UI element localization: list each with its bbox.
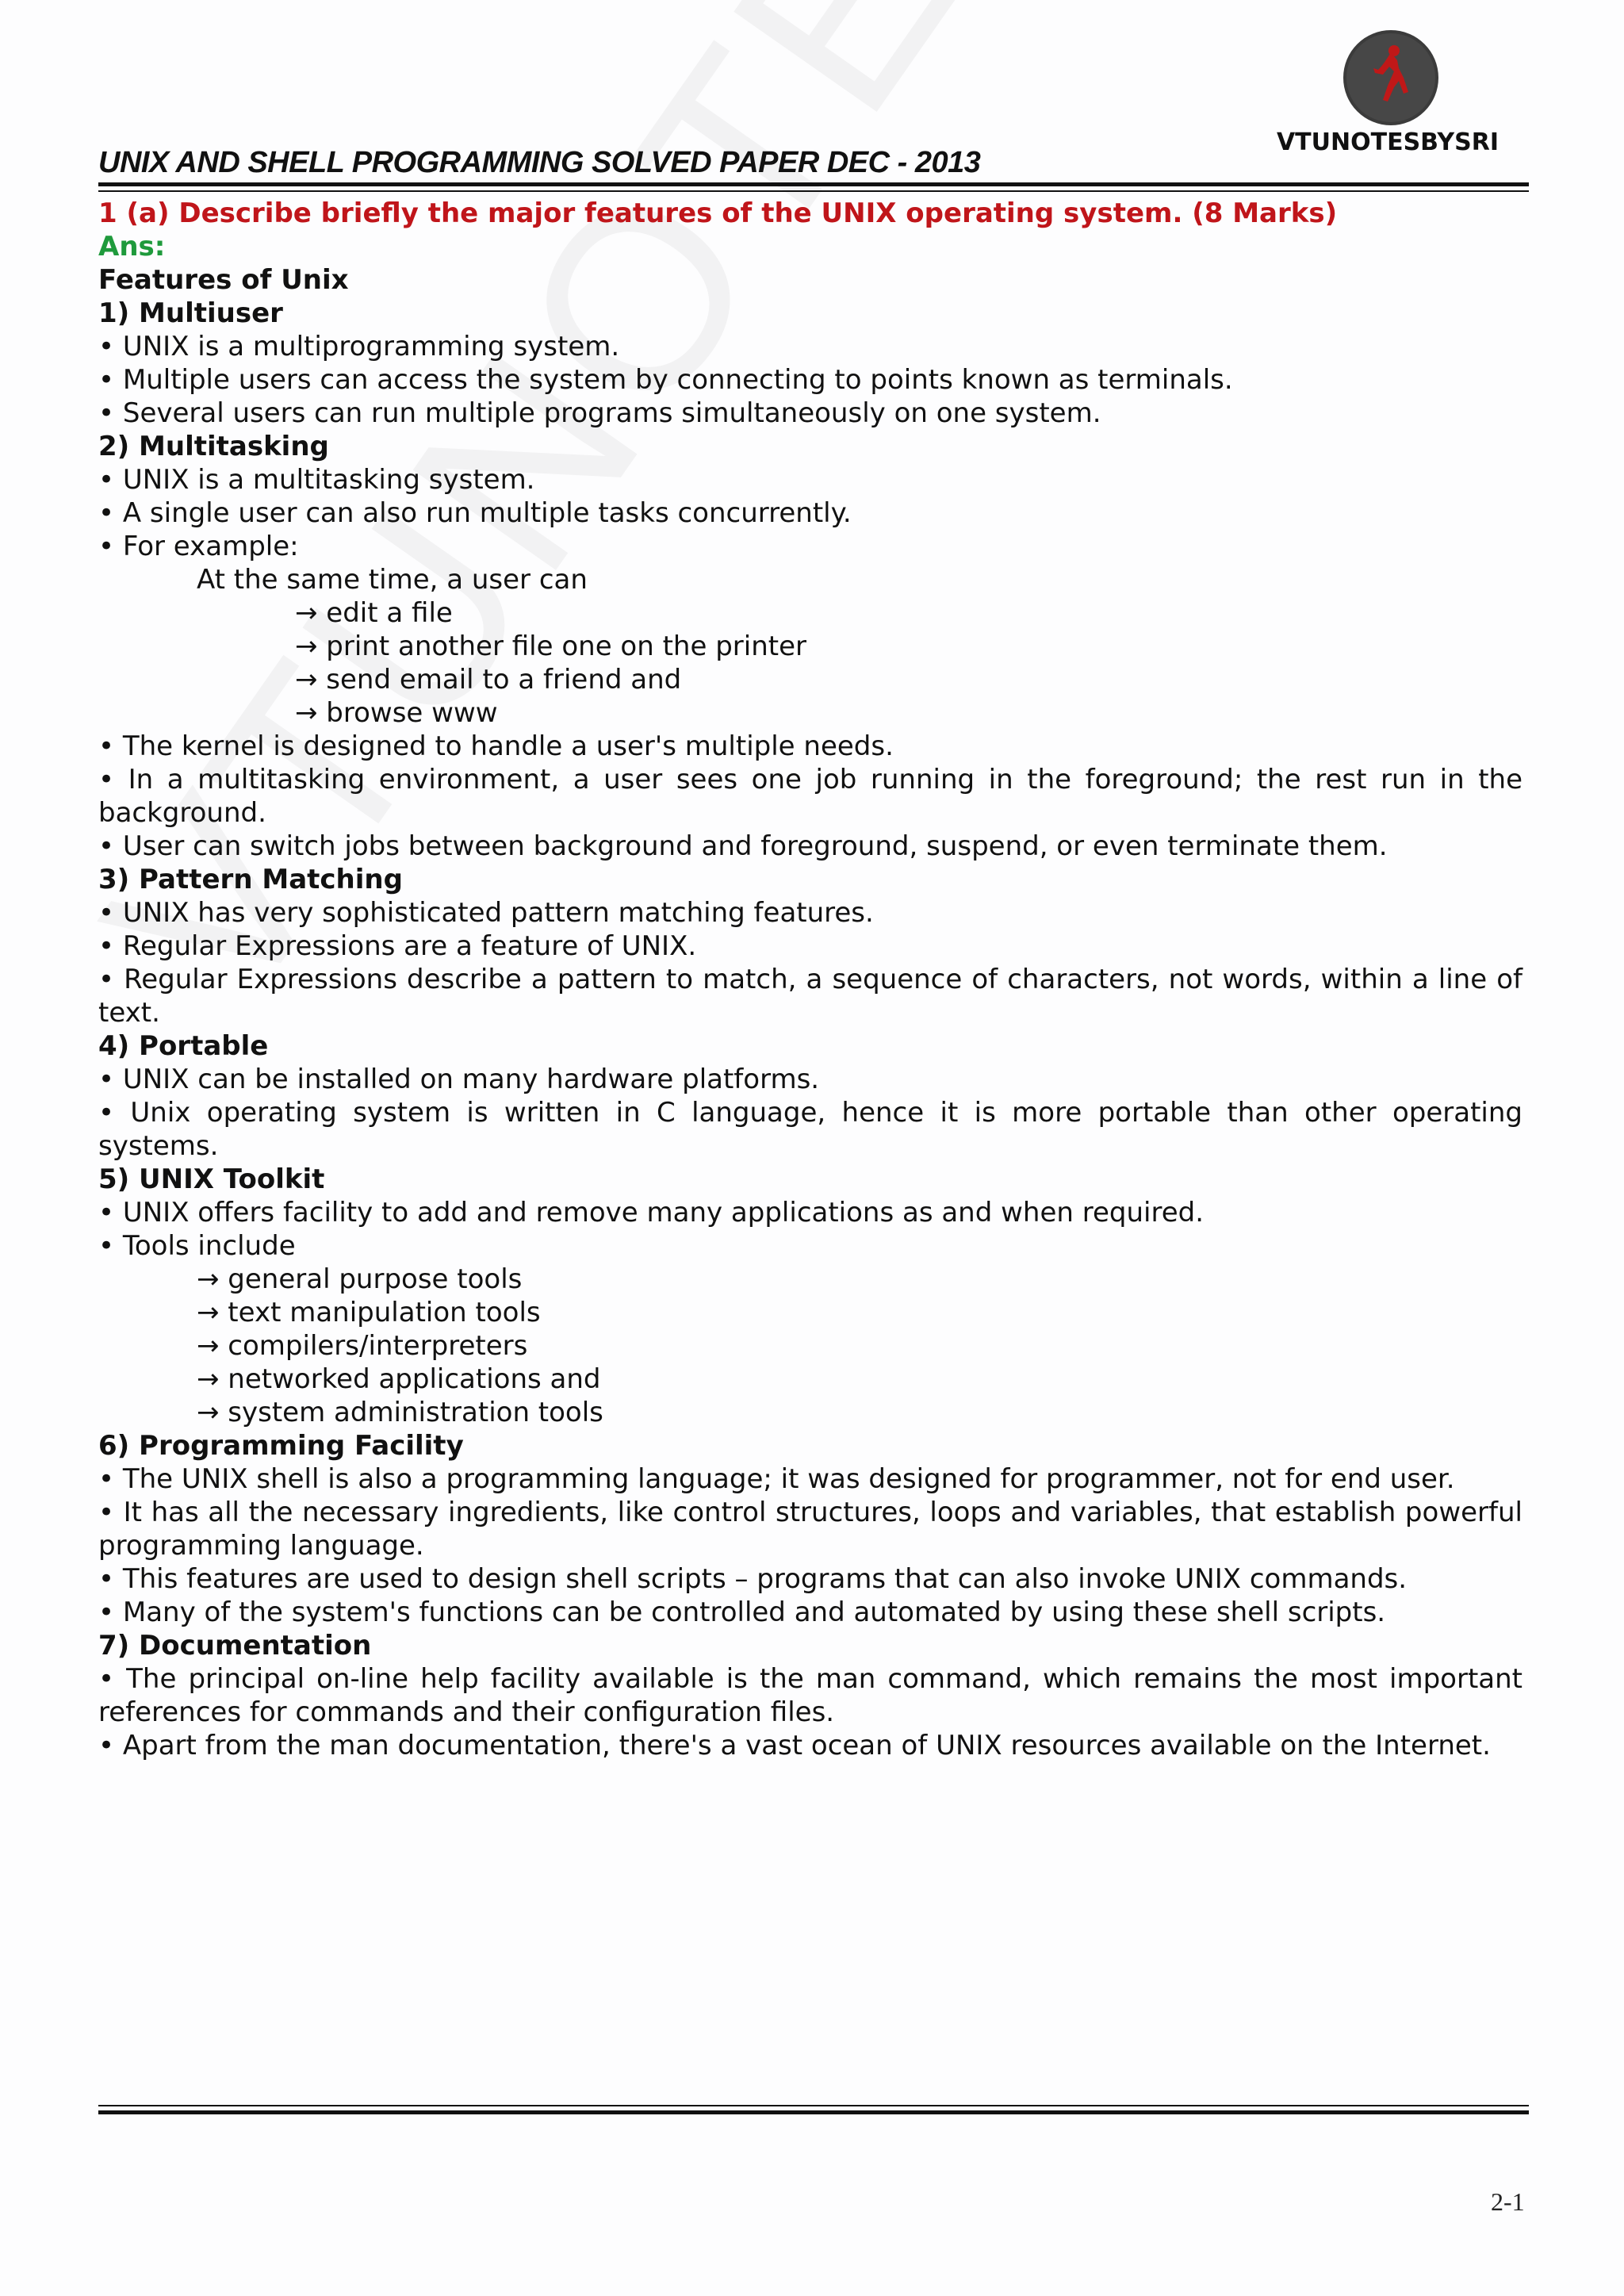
bullet-item: • A single user can also run multiple tasks concurrently. <box>98 497 852 529</box>
bullet-item: • Regular Expressions are a feature of UNIX. <box>98 930 697 962</box>
bullet-item: • The principal on-line help facility available is the man command, which remains the most important references for commands and their configuration files. <box>98 1663 1522 1728</box>
example-item: → browse www <box>295 697 498 729</box>
bullet-item: • The UNIX shell is also a programming language; it was designed for programmer, not for end user. <box>98 1463 1455 1495</box>
bullet-item: • UNIX is a multitasking system. <box>98 464 535 496</box>
question-text: 1 (a) Describe briefly the major features of the UNIX operating system. (8 Marks) <box>98 197 1338 229</box>
example-intro: At the same time, a user can <box>197 564 588 596</box>
document-body <box>98 197 1522 1762</box>
bullet-item: • UNIX can be installed on many hardware platforms. <box>98 1064 820 1095</box>
bullet-item: • UNIX is a multiprogramming system. <box>98 331 620 362</box>
example-item: → print another file one on the printer <box>295 631 806 662</box>
brand-name: VTUNOTESBYSRI <box>1276 128 1500 156</box>
footer-rule <box>98 2105 1529 2114</box>
heading-pattern-matching: 3) Pattern Matching <box>98 864 403 895</box>
example-item: → edit a file <box>295 597 453 629</box>
bullet-item: • Multiple users can access the system by connecting to points known as terminals. <box>98 364 1233 396</box>
bullet-item: • UNIX offers facility to add and remove many applications as and when required. <box>98 1197 1205 1228</box>
bullet-item: • For example: <box>98 531 299 562</box>
bullet-item: • UNIX has very sophisticated pattern matching features. <box>98 897 874 929</box>
tool-item: → system administration tools <box>197 1397 603 1428</box>
bullet-item: • Tools include <box>98 1230 296 1262</box>
heading-documentation: 7) Documentation <box>98 1630 372 1662</box>
tool-item: → networked applications and <box>197 1363 601 1395</box>
bullet-item: • Unix operating system is written in C language, hence it is more portable than other operating systems. <box>98 1097 1522 1162</box>
bullet-item: • It has all the necessary ingredients, like control structures, loops and variables, that establish powerful programming language. <box>98 1497 1522 1562</box>
tool-item: → compilers/interpreters <box>197 1330 528 1362</box>
bullet-item: • Several users can run multiple programs simultaneously on one system. <box>98 397 1101 429</box>
bullet-item: • User can switch jobs between background and foreground, suspend, or even terminate them. <box>98 830 1388 862</box>
page-number: 2-1 <box>1491 2187 1525 2216</box>
bullet-item: • Regular Expressions describe a pattern to match, a sequence of characters, not words, within a line of text. <box>98 964 1522 1029</box>
bullet-item: • In a multitasking environment, a user sees one job running in the foreground; the rest run in the background. <box>98 764 1522 829</box>
header-rule <box>98 182 1529 192</box>
tool-item: → general purpose tools <box>197 1263 523 1295</box>
heading-programming-facility: 6) Programming Facility <box>98 1430 464 1462</box>
heading-multitasking: 2) Multitasking <box>98 431 329 462</box>
section-title: Features of Unix <box>98 264 349 296</box>
tool-item: → text manipulation tools <box>197 1297 541 1328</box>
heading-multiuser: 1) Multiuser <box>98 297 283 329</box>
logo-icon <box>1342 29 1440 127</box>
example-item: → send email to a friend and <box>295 664 682 696</box>
heading-portable: 4) Portable <box>98 1030 269 1062</box>
bullet-item: • The kernel is designed to handle a user's multiple needs. <box>98 730 894 762</box>
heading-unix-toolkit: 5) UNIX Toolkit <box>98 1163 325 1195</box>
bullet-item: • This features are used to design shell scripts – programs that can also invoke UNIX commands. <box>98 1563 1408 1595</box>
bullet-item: • Apart from the man documentation, there's a vast ocean of UNIX resources available on the Internet. <box>98 1730 1491 1761</box>
answer-label: Ans: <box>98 231 166 263</box>
document-title: UNIX AND SHELL PROGRAMMING SOLVED PAPER DEC - 2013 <box>98 146 981 179</box>
bullet-item: • Many of the system's functions can be controlled and automated by using these shell scripts. <box>98 1596 1386 1628</box>
